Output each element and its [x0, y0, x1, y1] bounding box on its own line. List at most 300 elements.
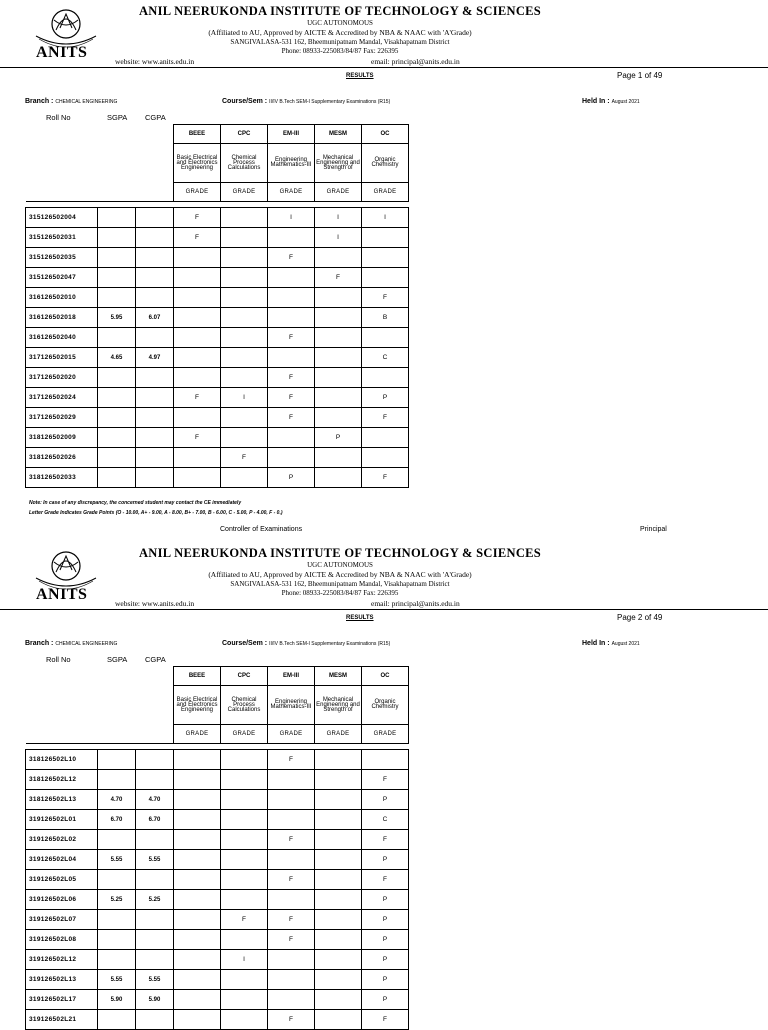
sgpa-value: 5.95: [98, 308, 136, 328]
grade-cell: [362, 228, 409, 248]
table-row: [26, 248, 409, 268]
grade-header: GRADE: [315, 183, 362, 202]
table-row: [26, 850, 409, 870]
grade-cell: [315, 930, 362, 950]
grade-cell: [315, 750, 362, 770]
grade-cell: [315, 990, 362, 1010]
grade-cell: [362, 750, 409, 770]
grade-cell: [268, 228, 315, 248]
roll-number: 319126502L04: [26, 850, 98, 870]
sgpa-value: [98, 428, 136, 448]
cgpa-value: [136, 388, 174, 408]
sgpa-value: [98, 830, 136, 850]
grade-cell: [221, 308, 268, 328]
grade-cell: [174, 790, 221, 810]
grade-cell: F: [362, 770, 409, 790]
course-value: II/IV B.Tech SEM-I Supplementary Examinations (R15): [269, 99, 391, 105]
grade-cell: [221, 328, 268, 348]
grade-cell: P: [362, 990, 409, 1010]
discrepancy-note: [29, 498, 283, 518]
grade-cell: [362, 368, 409, 388]
grade-cell: [268, 288, 315, 308]
grade-cell: [221, 870, 268, 890]
table-row: [26, 950, 409, 970]
grade-header: GRADE: [362, 725, 409, 744]
grade-cell: P: [362, 930, 409, 950]
grade-cell: F: [221, 448, 268, 468]
grade-cell: [221, 468, 268, 488]
grade-cell: F: [362, 830, 409, 850]
grade-cell: [315, 850, 362, 870]
grade-cell: [315, 448, 362, 468]
subject-code: OC: [362, 667, 409, 686]
grade-cell: [221, 770, 268, 790]
grade-cell: [174, 1010, 221, 1030]
subject-name: Basic Electrical and Electronics Engineering: [174, 686, 221, 725]
grade-cell: F: [268, 830, 315, 850]
roll-number: 318126502026: [26, 448, 98, 468]
grade-cell: [221, 890, 268, 910]
roll-no-header: Roll No: [46, 655, 71, 664]
sgpa-value: [98, 468, 136, 488]
roll-number: 317126502020: [26, 368, 98, 388]
grade-cell: [315, 950, 362, 970]
grade-cell: [268, 770, 315, 790]
course-label: Course/Sem :: [222, 640, 268, 647]
sgpa-value: [98, 328, 136, 348]
sgpa-value: 5.90: [98, 990, 136, 1010]
roll-number: 315126502004: [26, 208, 98, 228]
grade-cell: F: [268, 248, 315, 268]
table-row: [26, 830, 409, 850]
grade-cell: [315, 910, 362, 930]
grade-cell: [315, 770, 362, 790]
sgpa-value: [98, 910, 136, 930]
subject-code: BEEE: [174, 667, 221, 686]
grade-cell: [221, 348, 268, 368]
branch-label: Branch :: [25, 640, 54, 647]
table-row: [26, 790, 409, 810]
roll-number: 317126502024: [26, 388, 98, 408]
branch-info: [25, 98, 117, 105]
grade-cell: [174, 408, 221, 428]
grade-cell: F: [362, 1010, 409, 1030]
results-title: RESULTS: [346, 615, 374, 621]
roll-number: 315126502031: [26, 228, 98, 248]
grade-cell: [174, 770, 221, 790]
cgpa-value: [136, 208, 174, 228]
grade-cell: [268, 850, 315, 870]
cgpa-value: 5.25: [136, 890, 174, 910]
controller-signature-label: Controller of Examinations: [220, 526, 303, 533]
grade-cell: [268, 448, 315, 468]
website-text: website: www.anits.edu.in: [115, 599, 195, 608]
email-text: email: principal@anits.edu.in: [371, 599, 460, 608]
sgpa-value: [98, 208, 136, 228]
sgpa-header: SGPA: [107, 113, 128, 122]
roll-number: 317126502015: [26, 348, 98, 368]
grade-cell: [315, 790, 362, 810]
grade-cell: [174, 448, 221, 468]
sgpa-header: SGPA: [107, 655, 128, 664]
sgpa-value: [98, 228, 136, 248]
roll-number: 318126502L13: [26, 790, 98, 810]
sgpa-value: [98, 930, 136, 950]
cgpa-value: [136, 1010, 174, 1030]
subject-name: Basic Electrical and Electronics Engineering: [174, 144, 221, 183]
roll-number: 319126502L05: [26, 870, 98, 890]
grade-cell: I: [221, 388, 268, 408]
institute-header: [105, 4, 575, 56]
roll-number: 319126502L08: [26, 930, 98, 950]
grade-cell: P: [362, 890, 409, 910]
cgpa-value: [136, 408, 174, 428]
results-title: RESULTS: [346, 73, 374, 79]
grade-cell: [221, 408, 268, 428]
table-row: [26, 750, 409, 770]
grade-cell: [174, 328, 221, 348]
cgpa-value: 4.97: [136, 348, 174, 368]
institute-header: [105, 546, 575, 598]
subject-name: Engineering Mathematics-III: [268, 144, 315, 183]
cgpa-value: [136, 910, 174, 930]
website-text: website: www.anits.edu.in: [115, 57, 195, 66]
grade-cell: [221, 830, 268, 850]
subject-code: CPC: [221, 667, 268, 686]
roll-no-header: Roll No: [46, 113, 71, 122]
grade-cell: [221, 990, 268, 1010]
phone-line: Phone: 08933-225083/84/87 Fax: 226395: [281, 589, 399, 597]
sgpa-value: [98, 368, 136, 388]
sgpa-value: 5.55: [98, 850, 136, 870]
subject-name: Organic Chemistry: [362, 144, 409, 183]
grade-cell: [174, 288, 221, 308]
grade-cell: [174, 930, 221, 950]
roll-number: 319126502L06: [26, 890, 98, 910]
cgpa-value: [136, 750, 174, 770]
table-row: [26, 288, 409, 308]
grade-cell: [268, 810, 315, 830]
grade-header: GRADE: [221, 183, 268, 202]
grade-cell: [221, 850, 268, 870]
grade-cell: F: [268, 1010, 315, 1030]
grade-cell: [315, 248, 362, 268]
branch-value: CHEMICAL ENGINEERING: [55, 641, 118, 647]
grade-cell: F: [268, 388, 315, 408]
cgpa-value: [136, 830, 174, 850]
subject-name: Chemical Process Calculations: [221, 144, 268, 183]
grade-cell: [174, 368, 221, 388]
cgpa-header: CGPA: [145, 113, 166, 122]
grade-cell: C: [362, 348, 409, 368]
grade-cell: F: [221, 910, 268, 930]
grade-cell: P: [362, 970, 409, 990]
grade-cell: [315, 1010, 362, 1030]
subject-code: EM-III: [268, 667, 315, 686]
sgpa-value: [98, 388, 136, 408]
grade-cell: [221, 1010, 268, 1030]
cgpa-value: [136, 228, 174, 248]
table-row: [26, 1010, 409, 1030]
grade-cell: F: [268, 328, 315, 348]
grade-cell: [315, 870, 362, 890]
cgpa-value: [136, 248, 174, 268]
grade-cell: [221, 228, 268, 248]
table-row: [26, 268, 409, 288]
table-row: [26, 448, 409, 468]
grade-cell: [315, 408, 362, 428]
grade-cell: [221, 248, 268, 268]
logo-text: ANITS: [36, 44, 88, 61]
grade-cell: [315, 970, 362, 990]
grade-cell: F: [174, 208, 221, 228]
grade-cell: [221, 268, 268, 288]
sgpa-value: 4.70: [98, 790, 136, 810]
grade-cell: [315, 388, 362, 408]
grade-cell: [362, 328, 409, 348]
grade-cell: [174, 950, 221, 970]
roll-number: 319126502L01: [26, 810, 98, 830]
sgpa-value: [98, 248, 136, 268]
grade-cell: [268, 890, 315, 910]
cgpa-value: [136, 288, 174, 308]
subject-name: Engineering Mathematics-III: [268, 686, 315, 725]
institute-name: ANIL NEERUKONDA INSTITUTE OF TECHNOLOGY & SCIENCES: [138, 4, 542, 18]
grade-cell: [221, 970, 268, 990]
grade-cell: [315, 830, 362, 850]
grade-cell: P: [362, 910, 409, 930]
table-row: [26, 308, 409, 328]
grade-cell: [174, 810, 221, 830]
grade-header: GRADE: [268, 183, 315, 202]
grade-cell: [315, 368, 362, 388]
cgpa-value: [136, 870, 174, 890]
grade-cell: F: [268, 930, 315, 950]
sgpa-value: [98, 870, 136, 890]
subject-name: Mechanical Engineering and Strength of: [315, 144, 362, 183]
subject-code: OC: [362, 125, 409, 144]
roll-number: 315126502035: [26, 248, 98, 268]
grade-header: GRADE: [174, 725, 221, 744]
grade-cell: B: [362, 308, 409, 328]
subject-name: Chemical Process Calculations: [221, 686, 268, 725]
held-info: [582, 98, 640, 105]
sgpa-value: [98, 408, 136, 428]
course-info: [222, 640, 390, 647]
grade-cell: P: [362, 850, 409, 870]
grade-cell: F: [174, 228, 221, 248]
grade-cell: P: [362, 950, 409, 970]
cgpa-value: 4.70: [136, 790, 174, 810]
cgpa-value: [136, 468, 174, 488]
grade-cell: [362, 448, 409, 468]
grade-cell: [268, 308, 315, 328]
grade-cell: F: [268, 368, 315, 388]
roll-number: 318126502L12: [26, 770, 98, 790]
grade-cell: [174, 750, 221, 770]
roll-number: 319126502L12: [26, 950, 98, 970]
table-row: [26, 890, 409, 910]
roll-number: 318126502009: [26, 428, 98, 448]
held-value: August 2021: [611, 99, 640, 105]
grade-header: GRADE: [362, 183, 409, 202]
branch-info: [25, 640, 117, 647]
grade-cell: [315, 288, 362, 308]
held-value: August 2021: [611, 641, 640, 647]
table-row: [26, 990, 409, 1010]
grade-cell: F: [362, 468, 409, 488]
roll-number: 319126502L02: [26, 830, 98, 850]
grade-cell: [174, 468, 221, 488]
held-info: [582, 640, 640, 647]
grade-cell: [268, 950, 315, 970]
table-row: [26, 770, 409, 790]
cgpa-value: [136, 368, 174, 388]
grade-cell: [174, 990, 221, 1010]
sgpa-value: [98, 1010, 136, 1030]
cgpa-value: 6.07: [136, 308, 174, 328]
sgpa-value: [98, 268, 136, 288]
autonomous-label: UGC AUTONOMOUS: [307, 561, 373, 569]
grade-cell: [221, 428, 268, 448]
cgpa-value: [136, 448, 174, 468]
grade-cell: [268, 428, 315, 448]
roll-number: 318126502L10: [26, 750, 98, 770]
grade-cell: P: [362, 388, 409, 408]
grade-cell: F: [268, 870, 315, 890]
note-line: Note: In case of any discrepancy, the concerned student may contact the CE immediately: [29, 500, 242, 506]
table-row: [26, 930, 409, 950]
subject-code: CPC: [221, 125, 268, 144]
table-row: [26, 810, 409, 830]
cgpa-value: [136, 950, 174, 970]
grade-cell: [221, 288, 268, 308]
roll-number: 315126502047: [26, 268, 98, 288]
grade-cell: [362, 248, 409, 268]
table-row: [26, 208, 409, 228]
roll-number: 316126502018: [26, 308, 98, 328]
sgpa-value: [98, 750, 136, 770]
grade-cell: [315, 468, 362, 488]
grade-cell: P: [268, 468, 315, 488]
subject-code: MESM: [315, 667, 362, 686]
grade-cell: [174, 870, 221, 890]
roll-number: 319126502L13: [26, 970, 98, 990]
grade-cell: F: [315, 268, 362, 288]
table-row: [26, 970, 409, 990]
grade-cell: [174, 248, 221, 268]
grade-cell: [174, 308, 221, 328]
table-row: [26, 348, 409, 368]
grade-header: GRADE: [221, 725, 268, 744]
grade-cell: [221, 810, 268, 830]
grade-cell: [174, 850, 221, 870]
sgpa-value: [98, 288, 136, 308]
grade-cell: [315, 308, 362, 328]
grade-header: GRADE: [268, 725, 315, 744]
institute-name: ANIL NEERUKONDA INSTITUTE OF TECHNOLOGY & SCIENCES: [138, 546, 542, 560]
grade-cell: F: [268, 910, 315, 930]
cgpa-header: CGPA: [145, 655, 166, 664]
roll-number: 316126502010: [26, 288, 98, 308]
grade-cell: F: [174, 428, 221, 448]
grade-cell: [315, 810, 362, 830]
grade-cell: [221, 790, 268, 810]
grade-cell: P: [362, 790, 409, 810]
grade-cell: [174, 830, 221, 850]
sgpa-value: [98, 448, 136, 468]
grade-cell: F: [362, 288, 409, 308]
sgpa-value: [98, 770, 136, 790]
grade-cell: [174, 970, 221, 990]
grade-cell: [174, 910, 221, 930]
grade-cell: I: [315, 208, 362, 228]
grade-cell: [315, 890, 362, 910]
cgpa-value: 5.55: [136, 850, 174, 870]
sgpa-value: 5.55: [98, 970, 136, 990]
table-row: [26, 408, 409, 428]
logo-text: ANITS: [36, 586, 88, 603]
sgpa-value: [98, 950, 136, 970]
header-divider: [0, 67, 768, 68]
results-table: [25, 124, 409, 488]
address-line: SANGIVALASA-531 162, Bheemunipatnam Mandal, Visakhapatnam District: [230, 580, 450, 588]
grade-points-legend: Letter Grade Indicates Grade Points (O - 10.00, A+ - 9.00, A - 8.00, B+ - 7.00, B - 6.00, C - 5.00, P - 4.00, F - 0.): [29, 510, 283, 516]
sgpa-value: 4.65: [98, 348, 136, 368]
results-table: [25, 666, 409, 1030]
page-number: Page 1 of 49: [617, 71, 663, 80]
course-value: II/IV B.Tech SEM-I Supplementary Examinations (R15): [269, 641, 391, 647]
grade-cell: C: [362, 810, 409, 830]
address-line: SANGIVALASA-531 162, Bheemunipatnam Mandal, Visakhapatnam District: [230, 38, 450, 46]
roll-number: 319126502L07: [26, 910, 98, 930]
cgpa-value: [136, 328, 174, 348]
grade-cell: [221, 750, 268, 770]
sgpa-value: 6.70: [98, 810, 136, 830]
email-text: email: principal@anits.edu.in: [371, 57, 460, 66]
header-divider: [0, 609, 768, 610]
course-info: [222, 98, 390, 105]
roll-number: 316126502040: [26, 328, 98, 348]
subject-code: MESM: [315, 125, 362, 144]
principal-signature-label: Principal: [640, 526, 667, 533]
grade-cell: [174, 268, 221, 288]
grade-cell: [221, 930, 268, 950]
grade-cell: [268, 348, 315, 368]
page-number: Page 2 of 49: [617, 613, 663, 622]
grade-cell: [221, 208, 268, 228]
subject-code: BEEE: [174, 125, 221, 144]
cgpa-value: 5.90: [136, 990, 174, 1010]
grade-cell: P: [315, 428, 362, 448]
autonomous-label: UGC AUTONOMOUS: [307, 19, 373, 27]
grade-cell: I: [362, 208, 409, 228]
grade-cell: [174, 890, 221, 910]
grade-cell: F: [362, 408, 409, 428]
subject-name: Organic Chemistry: [362, 686, 409, 725]
grade-cell: [174, 348, 221, 368]
grade-cell: I: [268, 208, 315, 228]
grade-cell: F: [362, 870, 409, 890]
grade-cell: [268, 790, 315, 810]
grade-cell: [268, 970, 315, 990]
cgpa-value: [136, 268, 174, 288]
roll-number: 319126502L21: [26, 1010, 98, 1030]
grade-cell: [221, 368, 268, 388]
grade-header: GRADE: [174, 183, 221, 202]
cgpa-value: 5.55: [136, 970, 174, 990]
branch-label: Branch :: [25, 98, 54, 105]
